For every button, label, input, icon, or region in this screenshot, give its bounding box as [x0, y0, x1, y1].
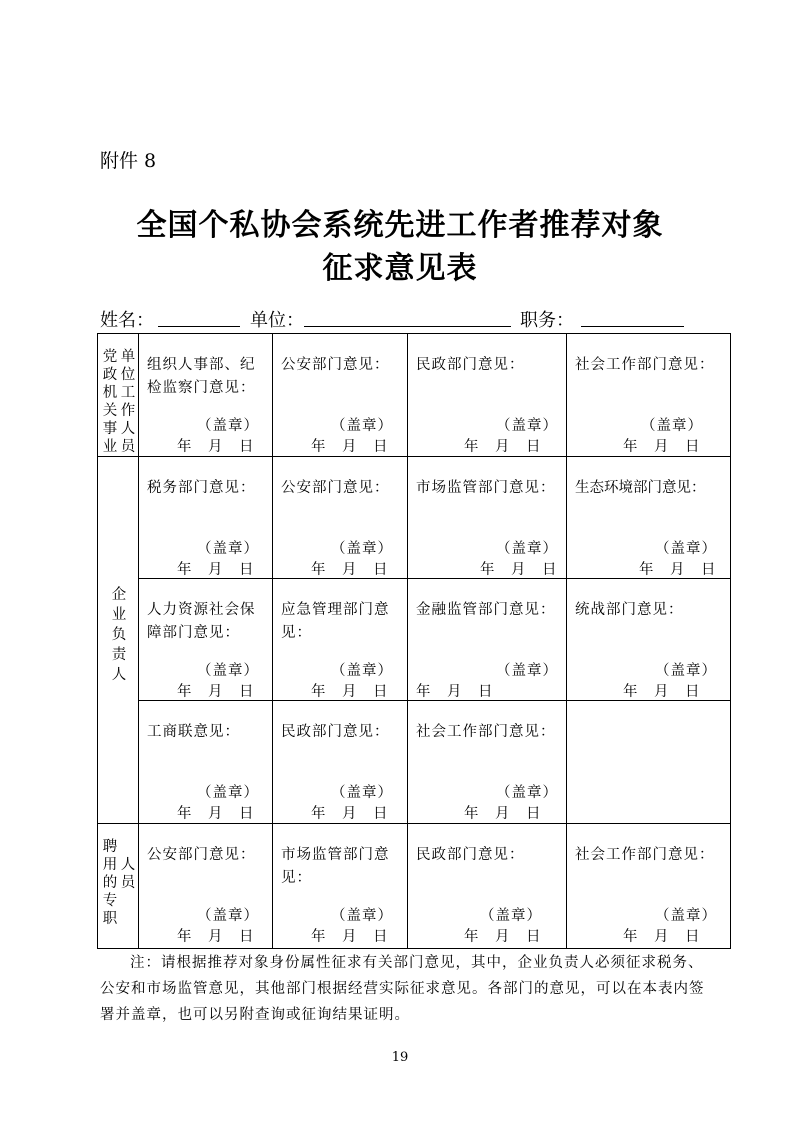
date-text: 年 月 日 [464, 439, 542, 455]
opinion-label: 市场监管部门意见： [281, 847, 390, 886]
group-label: 企业负责人 [111, 587, 127, 683]
opinion-label: 民政部门意见： [281, 724, 390, 740]
opinion-cell[interactable] [139, 457, 273, 579]
opinion-cell[interactable] [139, 579, 273, 701]
opinion-label: 税务部门意见： [147, 480, 256, 496]
opinion-cell[interactable] [408, 457, 567, 579]
seal-text: （盖章） [331, 541, 393, 557]
seal-text: （盖章） [197, 541, 259, 557]
seal-text: （盖章） [496, 418, 558, 434]
opinion-cell[interactable] [567, 824, 731, 949]
seal-text: （盖章） [641, 418, 703, 434]
date-text: 年 月 日 [177, 562, 255, 578]
date-text: 年 月 日 [311, 684, 389, 700]
opinion-cell[interactable] [273, 701, 408, 824]
opinion-cell[interactable] [408, 334, 567, 457]
group-label-left: 党政机关事业 [102, 349, 118, 455]
opinion-label: 民政部门意见： [416, 847, 525, 863]
opinion-cell[interactable] [139, 824, 273, 949]
seal-text: （盖章） [331, 908, 393, 924]
seal-text: （盖章） [480, 908, 542, 924]
position-label: 职务： [520, 310, 574, 331]
opinion-table [97, 333, 731, 949]
footnote [100, 950, 710, 1028]
date-text: 年 月 日 [311, 439, 389, 455]
opinion-cell[interactable] [139, 701, 273, 824]
group-party-gov-label [98, 334, 139, 457]
opinion-cell[interactable] [567, 334, 731, 457]
date-text: 年 月 日 [464, 929, 542, 945]
group-hired-label [98, 824, 139, 949]
opinion-label: 人力资源社会保障部门意见： [147, 602, 256, 641]
opinion-label: 统战部门意见： [575, 602, 684, 618]
opinion-cell[interactable] [273, 579, 408, 701]
seal-text: （盖章） [496, 785, 558, 801]
attachment-label: 附件 8 [100, 150, 157, 172]
document-title-line-1: 全国个私协会系统先进工作者推荐对象 [136, 208, 664, 243]
opinion-label: 社会工作部门意见： [575, 357, 715, 373]
seal-text: （盖章） [655, 541, 717, 557]
opinion-cell[interactable] [408, 579, 567, 701]
date-text: 年 月 日 [311, 806, 389, 822]
page-number: 19 [391, 1050, 409, 1065]
opinion-label: 民政部门意见： [416, 357, 525, 373]
date-text: 年 月 日 [416, 684, 494, 700]
group-label-right: 单位工作人员 [120, 349, 136, 455]
opinion-cell[interactable] [139, 334, 273, 457]
opinion-cell[interactable] [567, 457, 731, 579]
date-text: 年 月 日 [177, 806, 255, 822]
date-text: 年 月 日 [480, 562, 558, 578]
opinion-label: 公安部门意见： [147, 847, 256, 863]
seal-text: （盖章） [331, 785, 393, 801]
table-row [98, 457, 731, 579]
unit-field[interactable] [304, 326, 511, 327]
seal-text: （盖章） [496, 663, 558, 679]
date-text: 年 月 日 [623, 439, 701, 455]
seal-text: （盖章） [331, 663, 393, 679]
date-text: 年 月 日 [177, 439, 255, 455]
empty-cell [567, 701, 731, 824]
seal-text: （盖章） [655, 908, 717, 924]
opinion-label: 应急管理部门意见： [281, 602, 390, 641]
opinion-label: 社会工作部门意见： [416, 724, 556, 740]
table-row [98, 824, 731, 949]
opinion-label: 公安部门意见： [281, 480, 390, 496]
opinion-label: 金融监管部门意见： [416, 602, 556, 618]
opinion-label: 社会工作部门意见： [575, 847, 715, 863]
name-label: 姓名： [100, 310, 154, 331]
opinion-label: 生态环境部门意见： [575, 480, 706, 496]
date-text: 年 月 日 [639, 562, 717, 578]
opinion-cell[interactable] [567, 579, 731, 701]
seal-text: （盖章） [496, 541, 558, 557]
group-enterprise-label [98, 457, 139, 824]
opinion-cell[interactable] [273, 457, 408, 579]
date-text: 年 月 日 [177, 684, 255, 700]
group-label-right: 人员 [120, 857, 136, 891]
seal-text: （盖章） [655, 663, 717, 679]
date-text: 年 月 日 [177, 929, 255, 945]
table-row [98, 701, 731, 824]
date-text: 年 月 日 [623, 684, 701, 700]
date-text: 年 月 日 [464, 806, 542, 822]
applicant-info-line [100, 306, 700, 332]
date-text: 年 月 日 [311, 929, 389, 945]
position-field[interactable] [581, 326, 684, 327]
seal-text: （盖章） [197, 418, 259, 434]
date-text: 年 月 日 [623, 929, 701, 945]
table-row [98, 579, 731, 701]
group-label-left: 聘用的专职 [102, 839, 118, 927]
opinion-label: 工商联意见： [147, 724, 240, 740]
seal-text: （盖章） [197, 785, 259, 801]
seal-text: （盖章） [197, 908, 259, 924]
document-title-line-2: 征求意见表 [322, 251, 478, 286]
opinion-cell[interactable] [273, 334, 408, 457]
seal-text: （盖章） [331, 418, 393, 434]
opinion-label: 组织人事部、纪检监察门意见： [147, 357, 256, 396]
opinion-label: 市场监管部门意见： [416, 480, 556, 496]
opinion-cell[interactable] [408, 701, 567, 824]
opinion-label: 公安部门意见： [281, 357, 390, 373]
table-row [98, 334, 731, 457]
unit-label: 单位： [250, 310, 304, 331]
seal-text: （盖章） [197, 663, 259, 679]
date-text: 年 月 日 [311, 562, 389, 578]
name-field[interactable] [158, 326, 240, 327]
opinion-cell[interactable] [408, 824, 567, 949]
footnote-text: 注：请根据推荐对象身份属性征求有关部门意见，其中，企业负责人必须征求税务、公安和市场监管意见，其他部门根据经营实际征求意见。各部门的意见，可以在本表内签署并盖章，也可以另附查询或征询结果证明。 [100, 955, 705, 1023]
opinion-cell[interactable] [273, 824, 408, 949]
